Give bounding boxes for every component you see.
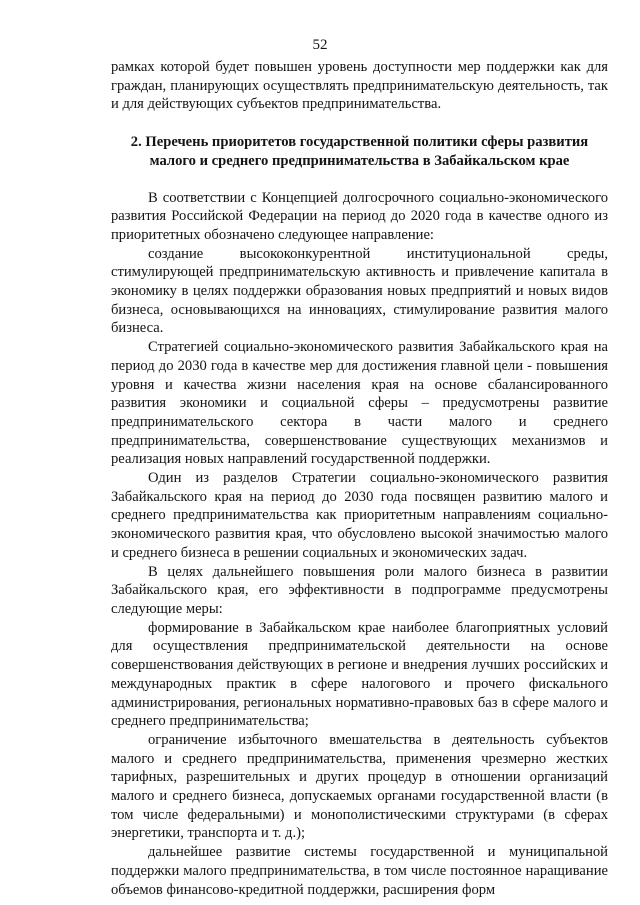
- document-body: [111, 58, 608, 899]
- paragraph-measure-restriction: ограничение избыточного вмешательства в деятельность субъектов малого и среднего предпринимательства, применения чрезмерно жестких тарифных, разрешительных и других процедур в отношении организаций малого и среднего бизнеса, допускаемых органами государственной власти (в том числе федеральными) и монополистическими структурами (в сферах энергетики, транспорта и т. д.);: [111, 731, 608, 842]
- section-heading: 2. Перечень приоритетов государственной политики сферы развития малого и среднего предпринимательства в Забайкальском крае: [130, 134, 589, 169]
- paragraph-continuation: рамках которой будет повышен уровень доступности мер поддержки как для граждан, планирующих осуществлять предпринимательскую деятельность, так и для действующих субъектов предпринимательства.: [111, 59, 608, 113]
- paragraph-concept: В соответствии с Концепцией долгосрочного социально-экономического развития Российской Федерации на период до 2020 года в качестве одного из приоритетных обозначено следующее направление:: [111, 189, 608, 243]
- paragraph-strategy-section: Один из разделов Стратегии социально-экономического развития Забайкальского края на период до 2030 года посвящен развитию малого и среднего предпринимательства как приоритетным направлениям социально-экономического развития края, что обусловлено высокой значимостью малого и среднего бизнеса в решении социальных и экономических задач.: [111, 470, 608, 561]
- paragraph-direction: создание высококонкурентной институциональной среды, стимулирующей предпринимательскую активность и привлечение капитала в экономику в целях поддержки образования новых предприятий и новых видов бизнеса, основывающихся на инновациях, стимулирование развития малого бизнеса.: [111, 245, 608, 337]
- paragraph-measures-intro: В целях дальнейшего повышения роли малого бизнеса в развитии Забайкальского края, его эффективности в подпрограмме предусмотрены следующие меры:: [111, 563, 608, 617]
- paragraph-measure-conditions: формирование в Забайкальском крае наиболее благоприятных условий для осуществления предпринимательской деятельности на основе совершенствования действующих в регионе и внедрения лучших российских и международных практик в сфере налогового и прочего фискального администрирования, региональных нормативно-правовых баз в сфере малого и среднего предпринимательства;: [111, 619, 608, 730]
- paragraph-strategy: Стратегией социально-экономического развития Забайкальского края на период до 2030 года в качестве мер для достижения главной цели - повышения уровня и качества жизни населения края на основе сбалансированного развития экономики и социальной сферы – предусмотрены развитие предпринимательского сектора в части малого и среднего предпринимательства, совершенствование существующих механизмов и реализация новых направлений государственной поддержки.: [111, 339, 608, 468]
- paragraph-measure-support: дальнейшее развитие системы государственной и муниципальной поддержки малого предпринимательства, в том числе постоянное наращивание объемов финансово-кредитной поддержки, расширения форм: [111, 844, 608, 898]
- page-number: 52: [312, 37, 328, 53]
